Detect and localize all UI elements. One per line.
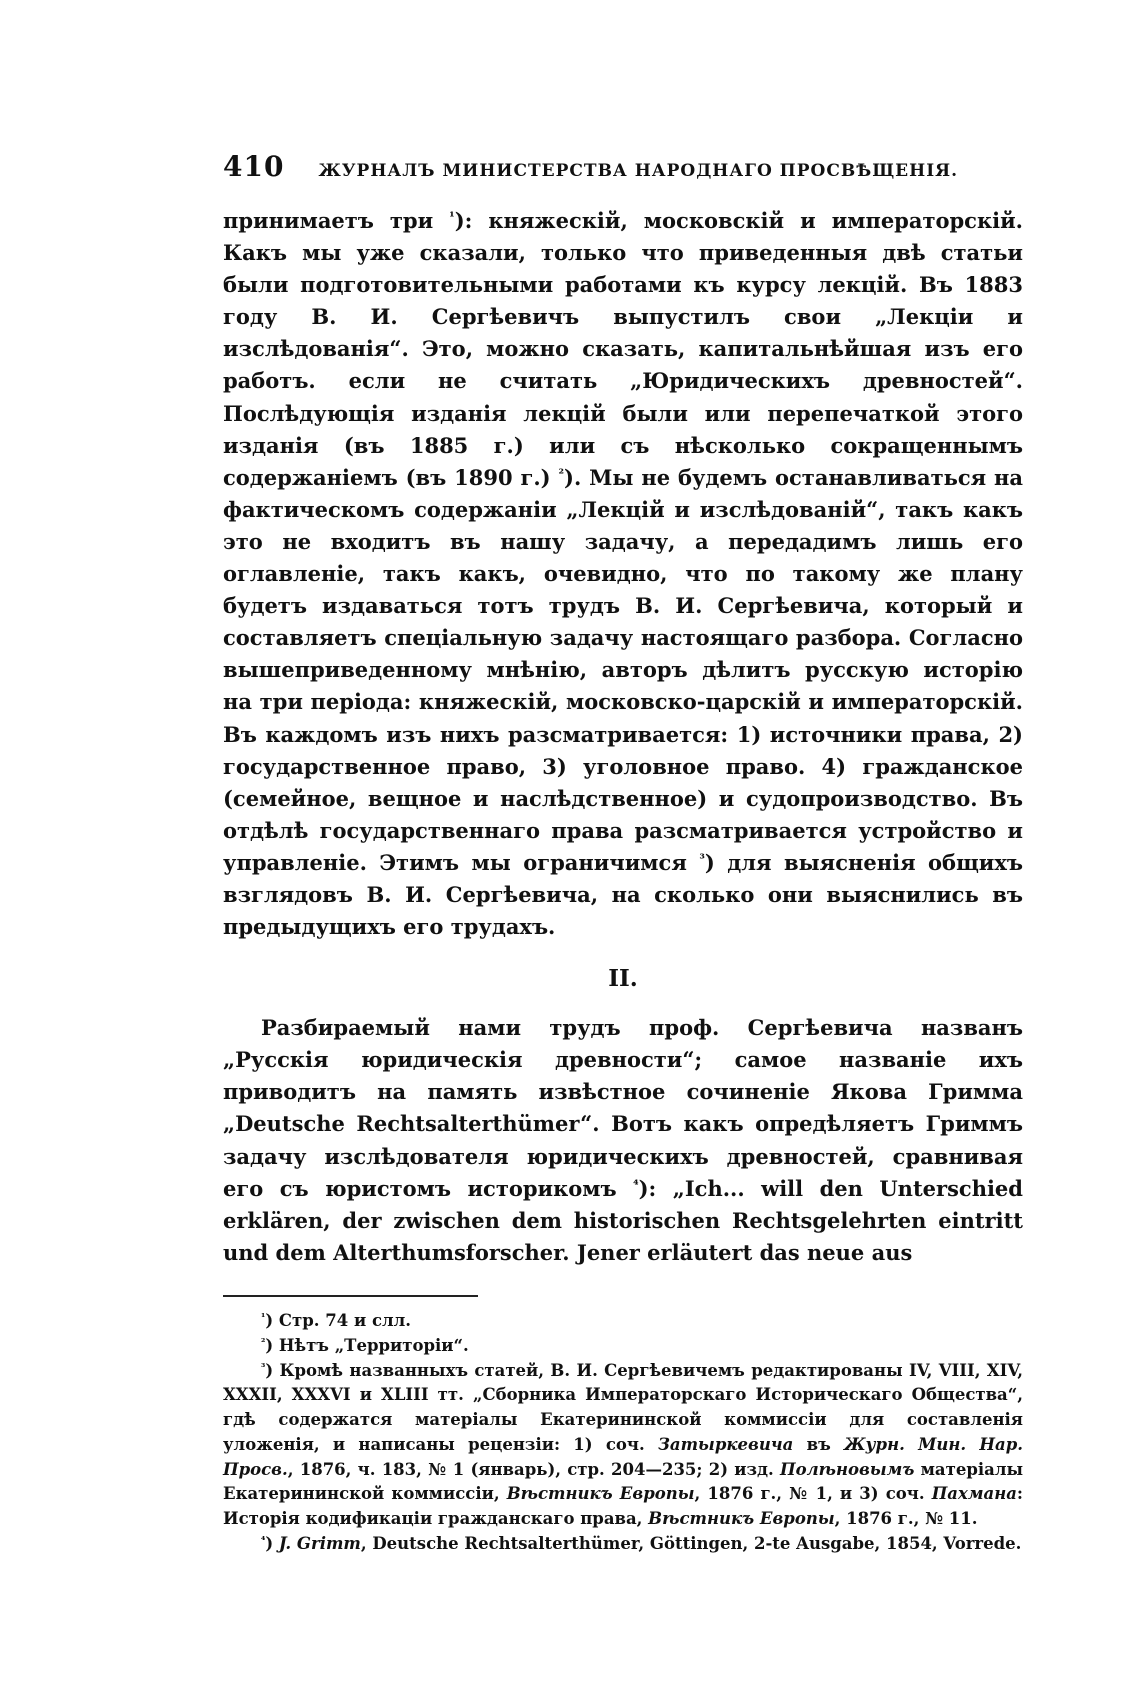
running-head [223, 150, 1023, 183]
paragraph-1-text: ). Мы не будемъ останавливаться на фактическомъ содержаніи „Лекцій и изслѣдованій“, такъ какъ это не входитъ въ нашу задачу, а передадимъ лишь его оглавленіе, такъ какъ, очевидно, что по такому же плану будетъ издаваться тотъ трудъ В. И. Сергѣевича, который и составляетъ спеціальную задачу настоящаго разбора. Согласно вышеприведенному мнѣнію, авторъ дѣлитъ русскую исторію на три періода: княжескій, московско-царскій и императорскій. Въ каждомъ изъ нихъ разсматривается: 1) источники права, 2) государственное право, 3) уголовное право. 4) гражданское (семейное, вещное и наслѣдственное) и судопроизводство. Въ отдѣлѣ государственнаго права разсматривается устройство и управленіе. Этимъ мы ограничимся [223, 464, 1024, 875]
footnote-author: Затыркевича [658, 1434, 794, 1454]
footnote-2 [223, 1334, 1023, 1359]
footnote-author: Пахмана [931, 1484, 1017, 1504]
footnote-mark: ³ [261, 1362, 266, 1374]
footnote-1 [223, 1309, 1023, 1334]
footnote-mark: ⁴ [261, 1535, 266, 1547]
paragraph-2 [223, 1012, 1023, 1269]
paragraph-1-text: ) для выясненія общихъ взглядовъ В. И. Сергѣевича, на сколько они выяснились въ предыдущихъ его трудахъ. [223, 849, 1023, 940]
footnote-author: Полѣновымъ [780, 1459, 915, 1479]
footnote-text: , 1876 г., № 11. [834, 1509, 978, 1529]
footnote-text: матеріалы Екатерининской коммиссіи, [223, 1459, 1023, 1504]
footnote-author: J. Grimm [278, 1534, 361, 1554]
footnote-mark: ¹ [261, 1312, 266, 1324]
footnote-3 [223, 1359, 1023, 1533]
footnote-ref-4: ⁴ [633, 1176, 639, 1192]
paragraph-1 [223, 205, 1023, 943]
paragraph-2-text: ): „Ich... will den Unterschied erklären, der zwischen dem historischen Rechtsgelehrten eintritt und dem Alterthumsforscher. Jener erläutert das neue aus [223, 1175, 1023, 1265]
footnotes [223, 1309, 1023, 1557]
journal-title: ЖУРНАЛЪ МИНИСТЕРСТВА НАРОДНАГО ПРОСВѢЩЕНІЯ. [318, 161, 959, 181]
footnote-mark: ² [261, 1337, 266, 1349]
footnote-journal: Вѣстникъ Европы [648, 1509, 835, 1529]
section-heading: II. [608, 965, 638, 993]
footnote-ref-1: ¹ [449, 209, 455, 225]
footnote-text: , 1876, ч. 183, № 1 (январь), стр. 204—235; 2) изд. [287, 1459, 780, 1479]
footnote-text: ) Нѣтъ „Территоріи“. [265, 1335, 469, 1355]
footnote-4 [223, 1532, 1023, 1557]
footnote-journal: Журн. Мин. Нар. Просв. [223, 1434, 1023, 1479]
footnote-separator [223, 1295, 478, 1297]
footnote-text: ) Стр. 74 и слл. [265, 1310, 412, 1330]
footnote-ref-3: ³ [699, 850, 705, 866]
footnote-text: , 1876 г., № 1, и 3) соч. [694, 1484, 932, 1504]
book-page [223, 150, 1023, 1557]
footnote-text: , Deutsche Rechtsalterthümer, Göttingen, 2-te Ausgabe, 1854, Vorrede. [360, 1534, 1022, 1554]
page-number: 410 [223, 150, 285, 183]
footnote-text: : Исторія кодификаціи гражданскаго права, [223, 1484, 1024, 1529]
footnote-text: въ [793, 1434, 845, 1454]
paragraph-2-text: Разбираемый нами трудъ проф. Сергѣевича названъ „Русскія юридическія древности“; самое названіе ихъ приводитъ на память извѣстное сочиненіе Якова Гримма „Deutsche Rechtsalterthümer“. Вотъ какъ опредѣляетъ Гриммъ задачу изслѣдователя юридическихъ древностей, сравнивая его съ юристомъ историкомъ [223, 1015, 1023, 1201]
footnote-journal: Вѣстникъ Европы [506, 1484, 695, 1504]
paragraph-1-text: ): княжескій, московскій и императорскій. Какъ мы уже сказали, только что приведенныя двѣ статьи были подготовительными работами къ курсу лекцій. Въ 1883 году В. И. Сергѣевичъ выпустилъ свои „Лекціи и изслѣдованія“. Это, можно сказать, капитальнѣйшая изъ его работъ. если не считать „Юридическихъ древностей“. Послѣдующія изданія лекцій были или перепечаткой этого изданія (въ 1885 г.) или съ нѣсколько сокращеннымъ содержаніемъ (въ 1890 г.) [223, 208, 1023, 490]
footnote-text: ) Кромѣ названныхъ статей, В. И. Сергѣевичемъ редактированы IV, VIII, XIV, XXXII, XXXVI и XLIII тт. „Сборника Императорскаго Историческаго Общества“, гдѣ содержатся матеріалы Екатерининской коммиссіи для составленія уложенія, и написаны рецензіи: 1) соч. [223, 1360, 1023, 1454]
footnote-text: ) [265, 1534, 279, 1554]
footnote-ref-2: ² [558, 465, 565, 481]
paragraph-1-text: принимаетъ три [223, 208, 450, 233]
